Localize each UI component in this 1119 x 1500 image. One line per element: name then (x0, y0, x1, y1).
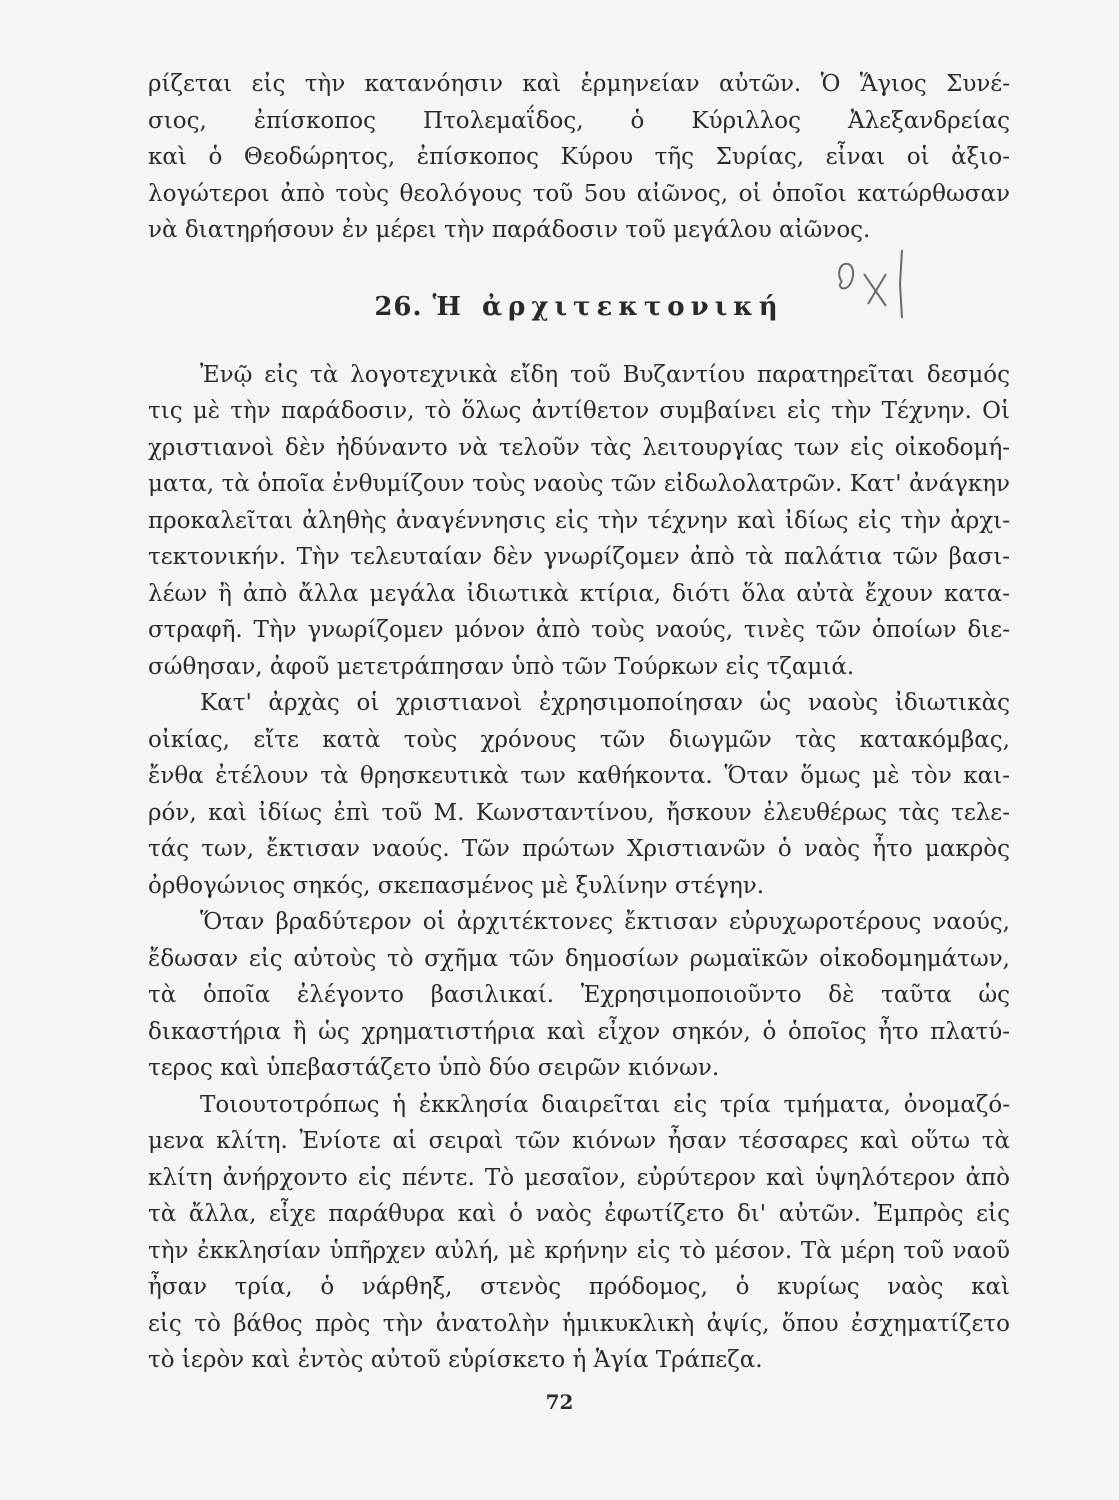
text-line: τὰ ὁποῖα ἐλέγοντο βασιλικαί. Ἐχρησιμοποιοῦντο δὲ ταῦτα ὡς (148, 982, 1010, 1008)
text-line: Τοιουτοτρόπως ἡ ἐκκλησία διαιρεῖται εἰς τρία τμήματα, ὀνομαζό- (200, 1091, 1010, 1118)
text-line: εἰς τὸ βάθος πρὸς τὴν ἀνατολὴν ἡμικυκλικὴ ἀψίς, ὅπου ἐσχηματίζετο (148, 1310, 1010, 1337)
paragraph-intro (148, 66, 1010, 249)
text-line: λέων ἢ ἀπὸ ἄλλα μεγάλα ἰδιωτικὰ κτίρια, διότι ὅλα αὐτὰ ἔχουν κατα- (148, 580, 1010, 607)
text-line: τὴν ἐκκλησίαν ὑπῆρχεν αὐλή, μὲ κρήνην εἰς τὸ μέσον. Τὰ μέρη τοῦ ναοῦ (148, 1237, 1010, 1264)
text-line: ἔνθα ἐτέλουν τὰ θρησκευτικὰ των καθήκοντα. Ὅταν ὅμως μὲ τὸν και- (148, 763, 1010, 789)
text-line: σιος, ἐπίσκοπος Πτολεμαΐδος, ὁ Κύριλλος Ἀλεξανδρείας (148, 107, 1010, 134)
paragraph-2 (148, 685, 1010, 904)
text-line: λογώτεροι ἀπὸ τοὺς θεολόγους τοῦ 5ου αἰῶνος, οἱ ὁποῖοι κατώρθωσαν (148, 180, 1010, 207)
handwritten-mark (828, 244, 938, 324)
text-line: οἰκίας, εἴτε κατὰ τοὺς χρόνους τῶν διωγμῶν τὰς κατακόμβας, (148, 726, 1010, 753)
paragraph-3 (148, 904, 1010, 1087)
paragraph-4 (148, 1087, 1010, 1379)
text-line: ἦσαν τρία, ὁ νάρθηξ, στενὸς πρόδομος, ὁ κυρίως ναὸς καὶ (148, 1274, 1010, 1300)
text-line: σώθησαν, ἀφοῦ μετετράπησαν ὑπὸ τῶν Τούρκων εἰς τζαμιά. (148, 653, 855, 680)
text-line: τεκτονικήν. Τὴν τελευταίαν δὲν γνωρίζομεν ἀπὸ τὰ παλάτια τῶν βασι- (148, 544, 1010, 570)
text-line: ματα, τὰ ὁποῖα ἐνθυμίζουν τοὺς ναοὺς τῶν εἰδωλολατρῶν. Κατ' ἀνάγκην (148, 471, 1010, 497)
section-number: 26. (374, 291, 423, 322)
text-line: τάς των, ἔκτισαν ναούς. Τῶν πρώτων Χριστιανῶν ὁ ναὸς ἦτο μακρὸς (148, 836, 1010, 862)
text-line: καὶ ὁ Θεοδώρητος, ἐπίσκοπος Κύρου τῆς Συρίας, εἶναι οἱ ἀξιο- (148, 144, 1010, 170)
text-line: κλίτη ἀνήρχοντο εἰς πέντε. Τὸ μεσαῖον, εὐρύτερον καὶ ὑψηλότερον ἀπὸ (148, 1164, 1010, 1191)
text-line: ἔδωσαν εἰς αὐτοὺς τὸ σχῆμα τῶν δημοσίων ρωμαϊκῶν οἰκοδομημάτων, (148, 945, 1010, 972)
text-line: τὰ ἄλλα, εἶχε παράθυρα καὶ ὁ ναὸς ἐφωτίζετο δι' αὐτῶν. Ἐμπρὸς εἰς (148, 1201, 1010, 1227)
paragraph-1 (148, 357, 1010, 686)
text-line: τις μὲ τὴν παράδοσιν, τὸ ὅλως ἀντίθετον συμβαίνει εἰς τὴν Τέχνην. Οἱ (148, 398, 1010, 424)
text-line: νὰ διατηρήσουν ἐν μέρει τὴν παράδοσιν τοῦ μεγάλου αἰῶνος. (148, 217, 871, 243)
section-title: Ἡ ἀρχιτεκτονική (432, 291, 784, 322)
text-line: προκαλεῖται ἀληθὴς ἀναγέννησις εἰς τὴν τέχνην καὶ ἰδίως εἰς τὴν ἀρχι- (148, 507, 1010, 534)
page-number: 72 (545, 1390, 574, 1414)
text-line: Κατ' ἀρχὰς οἱ χριστιανοὶ ἐχρησιμοποίησαν ὡς ναοὺς ἰδιωτικὰς (200, 690, 1010, 716)
text-line: Ἐνῷ εἰς τὰ λογοτεχνικὰ εἴδη τοῦ Βυζαντίου παρατηρεῖται δεσμός (200, 361, 1010, 388)
text-line: χριστιανοὶ δὲν ἠδύναντο νὰ τελοῦν τὰς λειτουργίας των εἰς οἰκοδομή- (148, 434, 1010, 461)
text-line: τερος καὶ ὑπεβαστάζετο ὑπὸ δύο σειρῶν κιόνων. (148, 1055, 720, 1081)
text-line: μενα κλίτη. Ἐνίοτε αἱ σειραὶ τῶν κιόνων ἦσαν τέσσαρες καὶ οὕτω τὰ (148, 1128, 1010, 1154)
text-line: τὸ ἱερὸν καὶ ἐντὸς αὐτοῦ εὑρίσκετο ἡ Ἁγία Τράπεζα. (148, 1347, 763, 1373)
text-line: ρόν, καὶ ἰδίως ἐπὶ τοῦ Μ. Κωνσταντίνου, ἤσκουν ἐλευθέρως τὰς τελε- (148, 799, 1010, 826)
text-line: ὀρθογώνιος σηκός, σκεπασμένος μὲ ξυλίνην στέγην. (148, 872, 765, 899)
text-line: ρίζεται εἰς τὴν κατανόησιν καὶ ἑρμηνείαν αὐτῶν. Ὁ Ἅγιος Συνέ- (148, 71, 1010, 97)
text-line: στραφῆ. Τὴν γνωρίζομεν μόνον ἀπὸ τοὺς ναούς, τινὲς τῶν ὁποίων διε- (148, 617, 1010, 643)
text-line: δικαστήρια ἢ ὡς χρηματιστήρια καὶ εἶχον σηκόν, ὁ ὁποῖος ἦτο πλατύ- (148, 1018, 1010, 1045)
text-line: Ὅταν βραδύτερον οἱ ἀρχιτέκτονες ἔκτισαν εὐρυχωροτέρους ναούς, (200, 909, 1010, 935)
